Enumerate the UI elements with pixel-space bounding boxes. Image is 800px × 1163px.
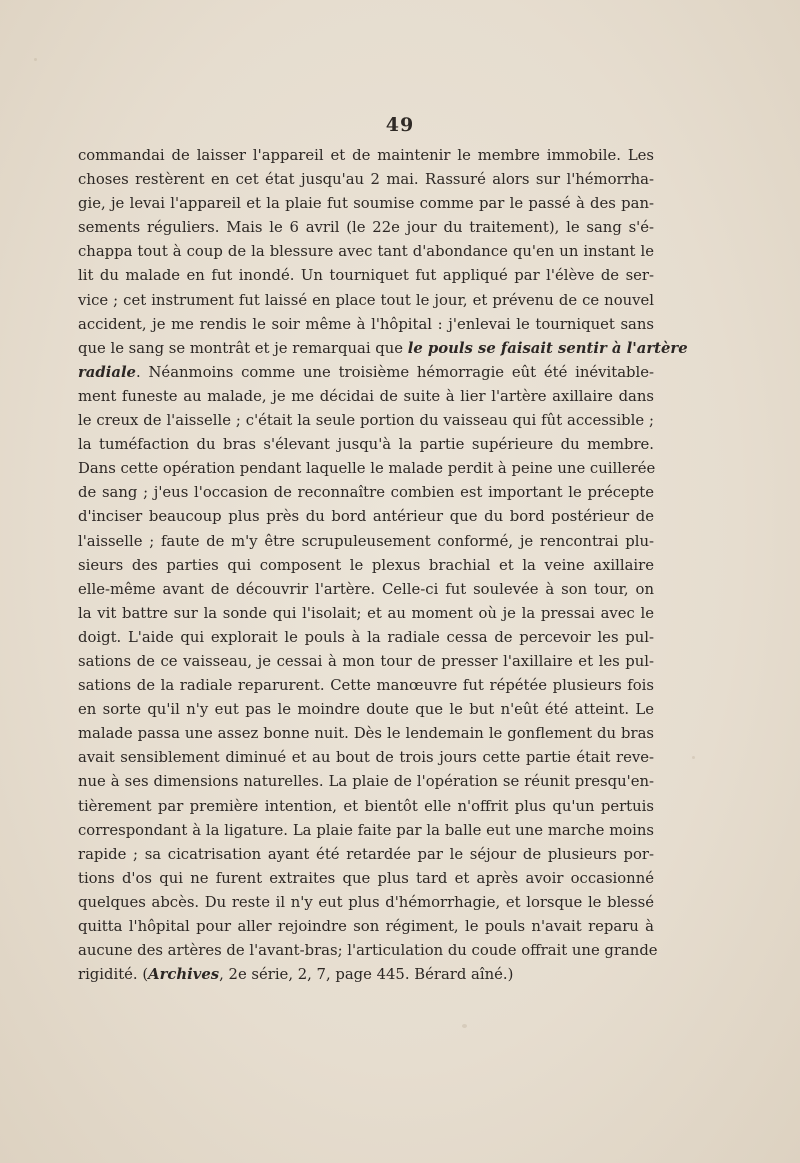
text-line: tièrement par première intention, et bientôt elle n'offrit plus qu'un pertuis: [78, 797, 654, 815]
text-line: accident, je me rendis le soir même à l'hôpital : j'enlevai le tourniquet sans: [78, 315, 654, 333]
text-line: elle-même avant de découvrir l'artère. Celle-ci fut soulevée à son tour, on: [78, 580, 654, 598]
text-line: sieurs des parties qui composent le plexus brachial et la veine axillaire: [78, 556, 654, 574]
text-fragment: que le sang se montrât et je remarquai que: [78, 339, 408, 357]
italic-quote: radiale: [78, 363, 136, 381]
text-line: doigt. L'aide qui explorait le pouls à la radiale cessa de percevoir les pul-: [78, 628, 654, 646]
text-fragment: , 2e série, 2, 7, page 445. Bérard aîné.): [219, 966, 514, 984]
page-number: 49: [385, 114, 415, 136]
text-line: sations de la radiale reparurent. Cette manœuvre fut répétée plusieurs fois: [78, 677, 654, 695]
text-line: de sang ; j'eus l'occasion de reconnaître combien est important le précepte: [78, 484, 654, 502]
text-line: aucune des artères de l'avant-bras; l'articulation du coude offrait une grande: [78, 942, 658, 960]
text-line: d'inciser beaucoup plus près du bord antérieur que du bord postérieur de: [78, 508, 654, 526]
italic-quote: le pouls se faisait sentir à l'artère: [407, 339, 688, 357]
text-line: quitta l'hôpital pour aller rejoindre son régiment, le pouls n'avait reparu à: [78, 918, 654, 935]
text-line: vice ; cet instrument fut laissé en place tout le jour, et prévenu de ce nouvel: [78, 291, 654, 309]
text-line: gie, je levai l'appareil et la plaie fut soumise comme par le passé à des pan-: [78, 195, 654, 213]
paper-speck: [34, 58, 37, 61]
paper-speck: [692, 756, 695, 759]
text-line: la tuméfaction du bras s'élevant jusqu'à la partie supérieure du membre.: [78, 436, 654, 454]
text-line: avait sensiblement diminué et au bout de trois jours cette partie était reve-: [78, 749, 654, 767]
text-line: commandai de laisser l'appareil et de maintenir le membre immobile. Les: [78, 147, 654, 164]
text-line: correspondant à la ligature. La plaie faite par la balle eut une marche moins: [78, 821, 654, 839]
text-line: Dans cette opération pendant laquelle le malade perdit à peine une cuillerée: [78, 460, 656, 478]
text-line: le creux de l'aisselle ; c'était la seule portion du vaisseau qui fût accessible ;: [78, 412, 654, 430]
text-line: rapide ; sa cicatrisation ayant été retardée par le séjour de plusieurs por-: [78, 845, 654, 863]
text-line: sations de ce vaisseau, je cessai à mon tour de presser l'axillaire et les pul-: [78, 652, 654, 670]
paper-speck: [462, 1024, 467, 1028]
text-line-with-italic: [78, 337, 688, 361]
text-line: choses restèrent en cet état jusqu'au 2 mai. Rassuré alors sur l'hémorrha-: [78, 171, 654, 189]
text-line: ment funeste au malade, je me décidai de suite à lier l'artère axillaire dans: [78, 387, 654, 405]
italic-journal-title: Archives: [148, 966, 220, 984]
text-line: sements réguliers. Mais le 6 avril (le 22e jour du traitement), le sang s'é-: [78, 219, 654, 237]
text-line: tions d'os qui ne furent extraites que plus tard et après avoir occasionné: [78, 869, 654, 887]
text-fragment: rigidité. (: [78, 966, 149, 984]
text-line: nue à ses dimensions naturelles. La plaie de l'opération se réunit presqu'en-: [78, 773, 654, 791]
text-line: l'aisselle ; faute de m'y être scrupuleusement conformé, je rencontrai plu-: [78, 532, 654, 550]
text-line: chappa tout à coup de la blessure avec tant d'abondance qu'en un instant le: [78, 243, 654, 261]
text-line-with-italic: [78, 361, 654, 385]
text-line: quelques abcès. Du reste il n'y eut plus d'hémorrhagie, et lorsque le blessé: [78, 893, 654, 911]
body-text: [78, 144, 688, 987]
citation-line: [78, 963, 654, 987]
text-fragment: . Néanmoins comme une troisième hémorragie eût été inévitable-: [135, 363, 654, 381]
text-line: lit du malade en fut inondé. Un tourniquet fut appliqué par l'élève de ser-: [78, 267, 654, 285]
text-line: en sorte qu'il n'y eut pas le moindre doute que le but n'eût été atteint. Le: [78, 701, 654, 719]
text-line: la vit battre sur la sonde qui l'isolait; et au moment où je la pressai avec le: [78, 604, 654, 622]
text-line: malade passa une assez bonne nuit. Dès le lendemain le gonflement du bras: [78, 725, 654, 743]
